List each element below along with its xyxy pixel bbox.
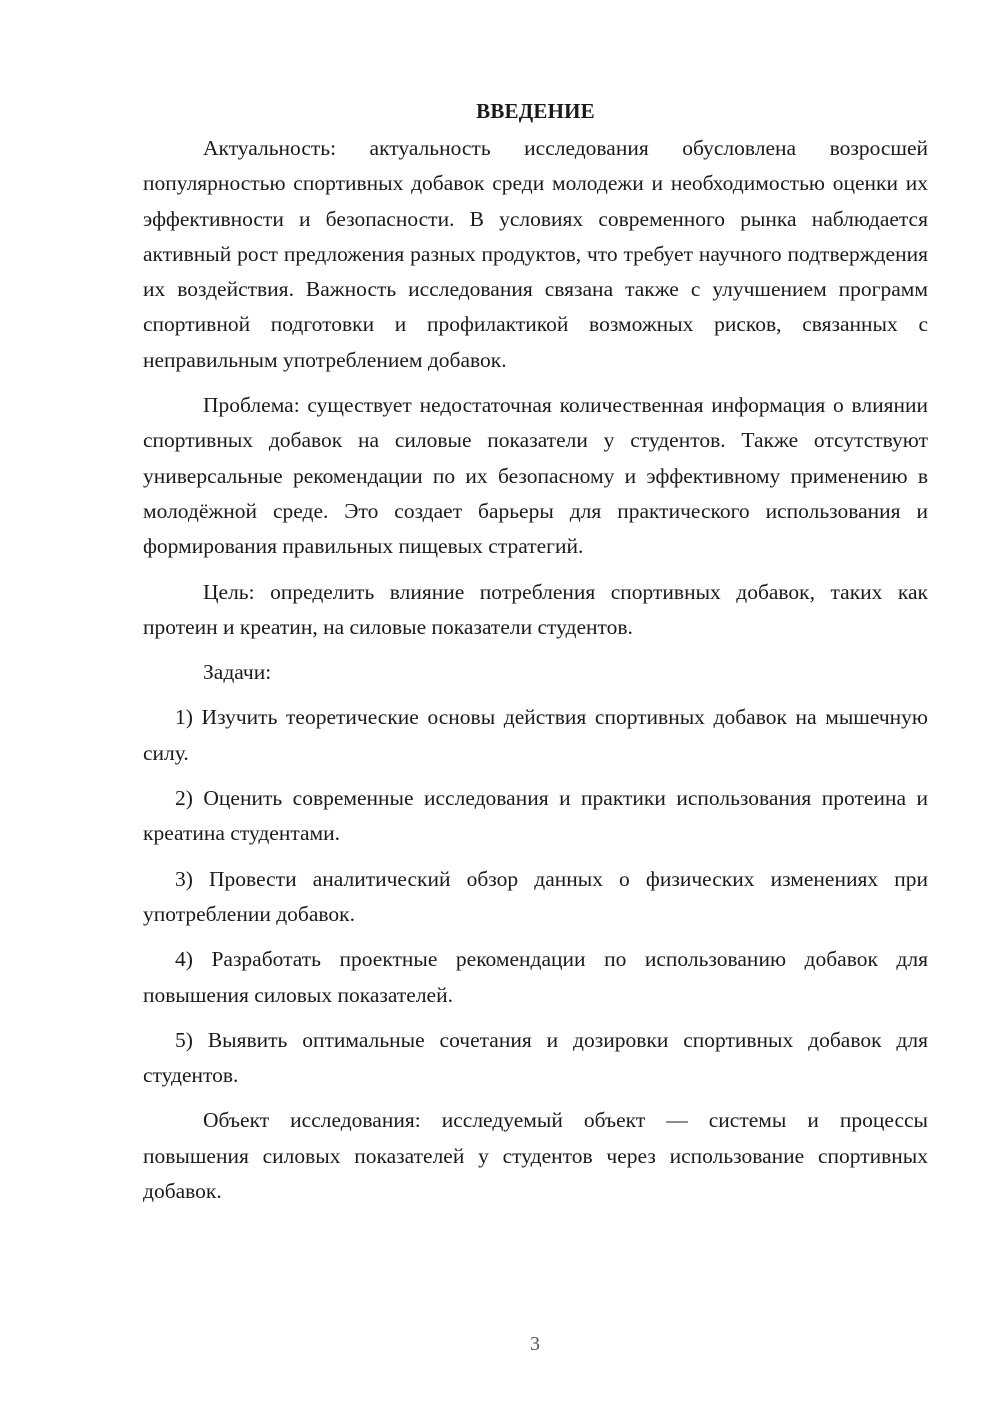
task-item-5: 5) Выявить оптимальные сочетания и дозировки спортивных добавок для студентов.	[143, 1027, 928, 1088]
task-item-4: 4) Разработать проектные рекомендации по использованию добавок для повышения силовых показателей.	[143, 947, 928, 1007]
section-heading: ВВЕДЕНИЕ	[476, 99, 595, 123]
goal-paragraph: Цель: определить влияние потребления спортивных добавок, таких как протеин и креатин, на силовые показатели студентов.	[143, 579, 928, 639]
page-number: 3	[530, 1333, 540, 1355]
task-item-3: 3) Провести аналитический обзор данных о физических изменениях при употреблении добавок.	[143, 866, 928, 926]
task-item-2: 2) Оценить современные исследования и практики использования протеина и креатина студентами.	[143, 786, 928, 846]
object-paragraph: Объект исследования: исследуемый объект — системы и процессы повышения силовых показателей у студентов через использование спортивных добавок.	[143, 1108, 928, 1204]
task-item-1: 1) Изучить теоретические основы действия спортивных добавок на мышечную силу.	[143, 705, 928, 765]
relevance-paragraph: Актуальность: актуальность исследования обусловлена возросшей популярностью спортивных добавок среди молодежи и необходимостью оценки их эффективности и безопасности. В условиях современного рынка наблюдается активный рост предложения разных продуктов, что требует научного подтверждения их воздействия. Важность исследования связана также с улучшением программ спортивной подготовки и профилактикой возможных рисков, связанных с неправильным употреблением добавок.	[143, 136, 928, 372]
tasks-title: Задачи:	[203, 660, 272, 685]
problem-paragraph: Проблема: существует недостаточная количественная информация о влиянии спортивных добавок на силовые показатели у студентов. Также отсутствуют универсальные рекомендации по их безопасному и эффективному применению в молодёжной среде. Это создает барьеры для практического использования и формирования правильных пищевых стратегий.	[143, 393, 928, 559]
page-body	[143, 95, 928, 1209]
